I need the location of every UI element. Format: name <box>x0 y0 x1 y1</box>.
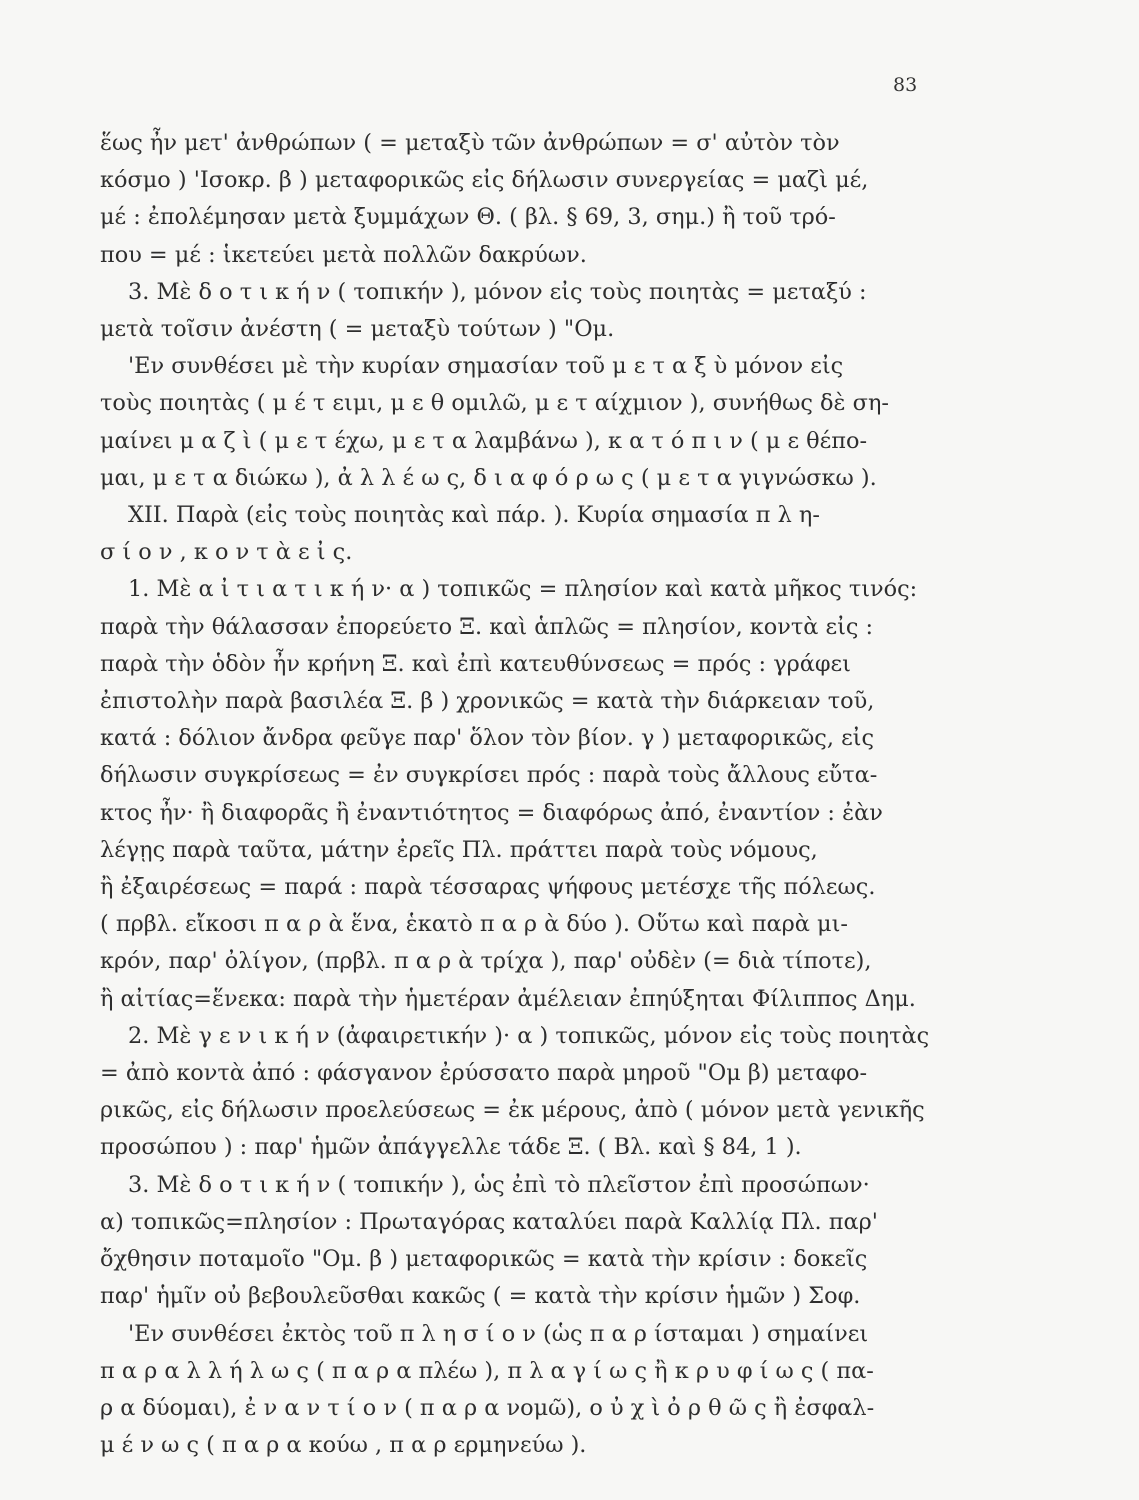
text-line: μαίνει μ α ζ ὶ ( μ ε τ έχω, μ ε τ α λαμβάνω ), κ α τ ό π ι ν ( μ ε θέπο- <box>100 427 868 454</box>
text-line: δήλωσιν συγκρίσεως = ἐν συγκρίσει πρός : παρὰ τοὺς ἄλλους εὔτα- <box>100 762 878 789</box>
text-line: ( πρβλ. εἴκοσι π α ρ ὰ ἕνα, ἑκατὸ π α ρ ὰ δύο ). Οὕτω καὶ παρὰ μι- <box>100 911 848 938</box>
text-line: παρὰ τὴν ὁδὸν ἦν κρήνη Ξ. καὶ ἐπὶ κατευθύνσεως = πρός : γράφει <box>100 650 851 677</box>
text-line: τοὺς ποιητὰς ( μ έ τ ειμι, μ ε θ ομιλῶ, μ ε τ αίχμιον ), συνήθως δὲ ση- <box>100 390 889 417</box>
text-line: κτος ἦν· ἢ διαφορᾶς ἢ ἐναντιότητος = διαφόρως ἀπό, ἐναντίον : ἐὰν <box>100 799 883 826</box>
text-line: 2. Μὲ γ ε ν ι κ ή ν (ἀφαιρετικήν )· α ) τοπικῶς, μόνον εἰς τοὺς ποιητὰς <box>128 1022 930 1049</box>
text-line: ρ α δύομαι), ἐ ν α ν τ ί ο ν ( π α ρ α νομῶ), ο ὐ χ ὶ ὀ ρ θ ῶ ς ἢ ἐσφαλ- <box>100 1394 875 1421</box>
text-line: = ἀπὸ κοντὰ ἀπό : φάσγανον ἐρύσσατο παρὰ μηροῦ "Ομ β) μεταφο- <box>100 1060 868 1087</box>
text-line: προσώπου ) : παρ' ἡμῶν ἀπάγγελλε τάδε Ξ. ( Βλ. καὶ § 84, 1 ). <box>100 1134 802 1161</box>
text-line: π α ρ α λ λ ή λ ω ς ( π α ρ α πλέω ), π λ α γ ί ω ς ἢ κ ρ υ φ ί ω ς ( πα- <box>100 1357 874 1384</box>
page-number: 83 <box>893 74 918 96</box>
body-text <box>100 125 940 1464</box>
text-line: 3. Μὲ δ ο τ ι κ ή ν ( τοπικήν ), ὡς ἐπὶ τὸ πλεῖστον ἐπὶ προσώπων· <box>128 1171 870 1198</box>
text-line: ἕως ἦν μετ' ἀνθρώπων ( = μεταξὺ τῶν ἀνθρώπων = σ' αὐτὸν τὸν <box>100 130 840 156</box>
text-line: ἢ ἐξαιρέσεως = παρά : παρὰ τέσσαρας ψήφους μετέσχε τῆς πόλεως. <box>100 874 876 901</box>
text-line: μ έ ν ω ς ( π α ρ α κούω , π α ρ ερμηνεύω ). <box>100 1432 587 1459</box>
text-line: κατά : δόλιον ἄνδρα φεῦγε παρ' ὅλον τὸν βίον. γ ) μεταφορικῶς, εἰς <box>100 725 874 752</box>
text-line: μετὰ τοῖσιν ἀνέστη ( = μεταξὺ τούτων ) "Ομ. <box>100 316 615 343</box>
text-line: σ ί ο ν , κ ο ν τ ὰ ε ἰ ς. <box>100 539 353 566</box>
text-line: ὄχθησιν ποταμοῖο "Ομ. β ) μεταφορικῶς = κατὰ τὴν κρίσιν : δοκεῖς <box>100 1246 868 1273</box>
text-line: 3. Μὲ δ ο τ ι κ ή ν ( τοπικήν ), μόνον εἰς τοὺς ποιητὰς = μεταξύ : <box>128 278 867 305</box>
text-line: παρ' ἡμῖν οὐ βεβουλεῦσθαι κακῶς ( = κατὰ τὴν κρίσιν ἡμῶν ) Σοφ. <box>100 1283 861 1310</box>
text-line: 'Εν συνθέσει μὲ τὴν κυρίαν σημασίαν τοῦ μ ε τ α ξ ὺ μόνον εἰς <box>128 353 844 380</box>
text-line: μαι, μ ε τ α διώκω ), ἀ λ λ έ ω ς, δ ι α φ ό ρ ω ς ( μ ε τ α γιγνώσκω ). <box>100 464 877 491</box>
text-line: κρόν, παρ' ὀλίγον, (πρβλ. π α ρ ὰ τρίχα ), παρ' οὐδὲν (= διὰ τίποτε), <box>100 948 872 975</box>
text-line: κόσμο ) 'Ισοκρ. β ) μεταφορικῶς εἰς δήλωσιν συνεργείας = μαζὶ μέ, <box>100 167 869 194</box>
text-line: α) τοπικῶς=πλησίον : Πρωταγόρας καταλύει παρὰ Καλλίᾳ Πλ. παρ' <box>100 1208 878 1235</box>
text-line: ἐπιστολὴν παρὰ βασιλέα Ξ. β ) χρονικῶς = κατὰ τὴν διάρκειαν τοῦ, <box>100 688 875 715</box>
text-line: ρικῶς, εἰς δήλωσιν προελεύσεως = ἐκ μέρους, ἀπὸ ( μόνον μετὰ γενικῆς <box>100 1097 925 1124</box>
text-line: μέ : ἐπολέμησαν μετὰ ξυμμάχων Θ. ( βλ. § 69, 3, σημ.) ἢ τοῦ τρό- <box>100 204 836 231</box>
text-line: παρὰ τὴν θάλασσαν ἐπορεύετο Ξ. καὶ ἁπλῶς = πλησίον, κοντὰ εἰς : <box>100 613 874 640</box>
text-line: λέγῃς παρὰ ταῦτα, μάτην ἐρεῖς Πλ. πράττει παρὰ τοὺς νόμους, <box>100 836 818 863</box>
text-line: XII. Παρὰ (εἰς τοὺς ποιητὰς καὶ πάρ. ). Κυρία σημασία π λ η- <box>128 502 820 529</box>
text-line: 'Εν συνθέσει ἐκτὸς τοῦ π λ η σ ί ο ν (ὡς π α ρ ίσταμαι ) σημαίνει <box>128 1320 869 1347</box>
text-line: που = μέ : ἱκετεύει μετὰ πολλῶν δακρύων. <box>100 241 587 268</box>
text-line: ἢ αἰτίας=ἕνεκα: παρὰ τὴν ἡμετέραν ἀμέλειαν ἐπηύξηται Φίλιππος Δημ. <box>100 985 916 1012</box>
text-line: 1. Μὲ α ἰ τ ι α τ ι κ ή ν· α ) τοπικῶς = πλησίον καὶ κατὰ μῆκος τινός: <box>128 576 918 603</box>
